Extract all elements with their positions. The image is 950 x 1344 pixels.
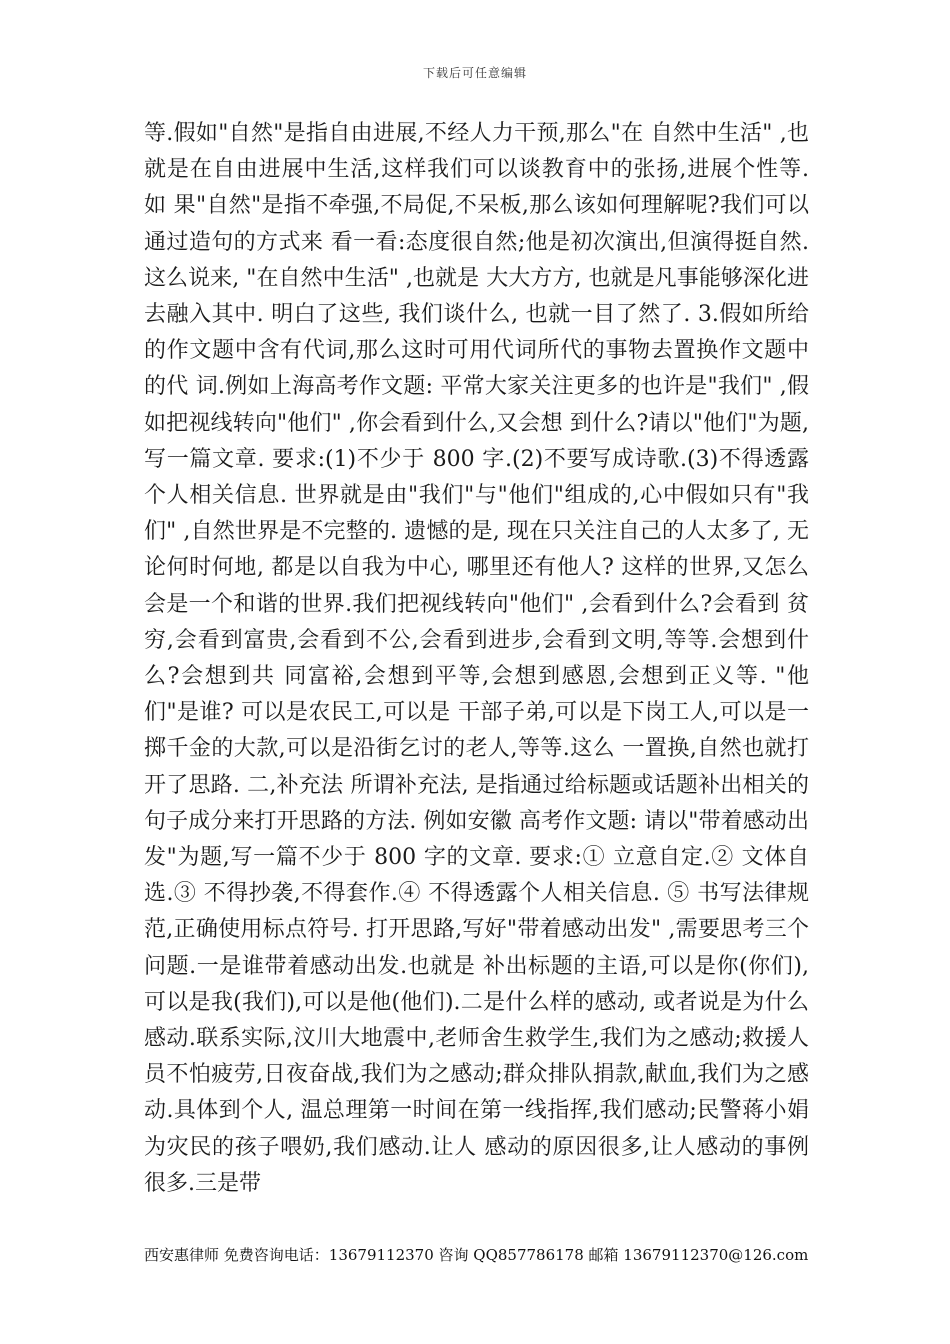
page-footer: 西安惠律师 免费咨询电话：13679112370 咨询 QQ857786178 邮箱 13679112370@126.com	[144, 1246, 809, 1264]
body-paragraph: 等.假如"自然"是指自由进展,不经人力干预,那么"在 自然中生活" ,也就是在自由进展中生活,这样我们可以谈教育中的张扬,进展个性等. 如 果"自然"是指不牵强,不局促,不呆板,那么该如何理解呢?我们可以通过造句的方式来 看一看:态度很自然;他是初次演出,但演得挺自然. 这么说来, "在自然中生活" ,也就是 大大方方, 也就是凡事能够深化进去融入其中. 明白了这些, 我们谈什么, 也就一目了然了. 3.假如所给的作文题中含有代词,那么这时可用代词所代的事物去置换作文题中的代 词.例如上海高考作文题: 平常大家关注更多的也许是"我们" ,假如把视线转向"他们" ,你会看到什么,又会想 到什么?请以"他们"为题,写一篇文章. 要求:(1)不少于 800 字.(2)不要写成诗歌.(3)不得透露个人相关信息. 世界就是由"我们"与"他们"组成的,心中假如只有"我们" ,自然世界是不完整的. 遗憾的是, 现在只关注自己的人太多了, 无论何时何地, 都是以自我为中心, 哪里还有他人? 这样的世界,又怎么会是一个和谐的世界.我们把视线转向"他们" ,会看到什么?会看到 贫穷,会看到富贵,会看到不公,会看到进步,会看到文明,等等.会想到什么?会想到共 同富裕,会想到平等,会想到感恩,会想到正义等. "他们"是谁? 可以是农民工,可以是 干部子弟,可以是下岗工人,可以是一掷千金的大款,可以是沿街乞讨的老人,等等.这么 一置换,自然也就打开了思路. 二,补充法 所谓补充法, 是指通过给标题或话题补出相关的句子成分来打开思路的方法. 例如安徽 高考作文题: 请以"带着感动出发"为题,写一篇不少于 800 字的文章. 要求:① 立意自定.② 文体自选.③ 不得抄袭,不得套作.④ 不得透露个人相关信息. ⑤ 书写法律规范,正确使用标点符号. 打开思路,写好"带着感动出发" ,需要思考三个问题.一是谁带着感动出发.也就是 补出标题的主语,可以是你(你们),可以是我(我们),可以是他(他们).二是什么样的感动, 或者说是为什么感动.联系实际,汶川大地震中,老师舍生救学生,我们为之感动;救援人 员不怕疲劳,日夜奋战,我们为之感动;群众排队捐款,献血,我们为之感动.具体到个人, 温总理第一时间在第一线指挥,我们感动;民警蒋小娟为灾民的孩子喂奶,我们感动.让人 感动的原因很多,让人感动的事例很多.三是带	[144, 121, 810, 1196]
page-header: 下载后可任意编辑	[422, 66, 527, 80]
